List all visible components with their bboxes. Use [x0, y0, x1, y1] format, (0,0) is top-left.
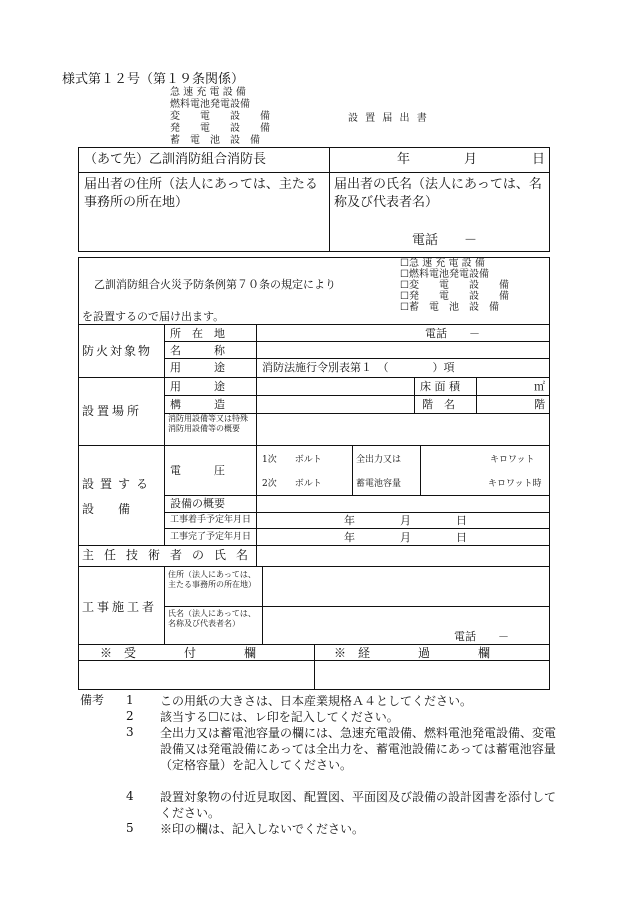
end-day: 日	[456, 531, 467, 544]
note-number: 3	[126, 725, 134, 739]
date-year: 年	[397, 152, 411, 167]
applicant-address-label: 届出者の住所（法人にあっては、主たる事務所の所在地）	[84, 177, 318, 210]
contractor-phone-label: 電話 －	[454, 630, 509, 643]
date-day: 日	[532, 152, 546, 167]
facility-type: 燃料電池発電設備	[170, 99, 250, 110]
addressee: （あて先）乙訓消防組合消防長	[84, 152, 267, 167]
equipment-label-1: 設置する	[82, 477, 155, 491]
place-label: 設置場所	[82, 404, 143, 418]
facility-type: 変 電 設 備	[170, 111, 270, 122]
target-use-value: 消防法施行令別表第１ （ ）項	[262, 361, 455, 374]
target-name-label: 名 称	[170, 344, 225, 357]
battery-label: 蓄電池容量	[356, 479, 402, 489]
target-phone-label: 電話 －	[425, 327, 480, 340]
kwh-unit: キロワット時	[488, 479, 542, 489]
start-year: 年	[344, 514, 355, 527]
facility-type: 蓄 電 池 設 備	[170, 135, 260, 146]
note-number: 4	[126, 789, 134, 803]
form-number: 様式第１２号（第１９条関係）	[62, 72, 245, 87]
end-date-label: 工事完了予定年月日	[170, 532, 252, 542]
note-text: この用紙の大きさは、日本産業規格Ａ４としてください。	[160, 694, 473, 708]
voltage-label: 電 圧	[170, 464, 225, 477]
contractor-label: 工事施工者	[82, 600, 158, 614]
contractor-name-label: 氏名（法人にあっては、名称及び代表者名）	[168, 609, 256, 628]
target-location-label: 所 在 地	[170, 327, 225, 340]
equipment-label-2: 設 備	[82, 502, 131, 516]
start-month: 月	[400, 514, 411, 527]
end-month: 月	[400, 531, 411, 544]
note-text: 設置対象物の付近見取図、配置図、平面図及び設備の設計図書を添付してください。	[160, 790, 557, 820]
target-label: 防火対象物	[82, 344, 153, 358]
contractor-address-label: 住所（法人にあっては、主たる事務所の所在地）	[168, 570, 256, 589]
statement-suffix: を設置するので届け出ます。	[82, 310, 225, 323]
checkbox-fuel-cell[interactable]: ☐燃料電池発電設備	[400, 269, 489, 280]
end-year: 年	[344, 531, 355, 544]
output-label: 全出力又は	[356, 455, 402, 465]
notes-label: 備考	[80, 693, 105, 707]
floor-area-label: 床 面 積	[420, 380, 460, 393]
floor-area-unit: ㎡	[534, 380, 545, 393]
checkbox-battery[interactable]: ☐蓄 電 池 設 備	[400, 302, 499, 313]
voltage-primary: 1次 ボルト	[262, 455, 322, 465]
place-structure-label: 構 造	[170, 398, 225, 411]
progress-column-label: ※ 経 過 欄	[334, 646, 491, 660]
facility-type: 発 電 設 備	[170, 123, 270, 134]
form-title: 設 置 届 出 書	[348, 113, 429, 124]
start-date-label: 工事着手予定年月日	[170, 515, 252, 525]
start-day: 日	[456, 514, 467, 527]
place-special-label: 消防用設備等又は特殊消防用設備等の概要	[168, 414, 248, 433]
checkbox-generator[interactable]: ☐発 電 設 備	[400, 291, 509, 302]
note-text: 全出力又は蓄電池容量の欄には、急速充電設備、燃料電池発電設備、変電設備又は発電設備にあっては全出力を、蓄電池設備にあっては蓄電池容量（定格容量）を記入してください。	[160, 726, 557, 772]
applicant-name-label: 届出者の氏名（法人にあっては、名称及び代表者名）	[334, 177, 542, 210]
equipment-overview-label: 設備の概要	[170, 497, 225, 510]
note-number: 1	[126, 693, 134, 707]
place-use-label: 用 途	[170, 380, 225, 393]
statement-prefix: 乙訓消防組合火災予防条例第７０条の規定により	[94, 278, 336, 291]
target-use-label: 用 途	[170, 361, 225, 374]
applicant-phone-label: 電話 －	[412, 233, 478, 248]
kw-unit: キロワット	[490, 455, 535, 465]
facility-type: 急 速 充 電 設 備	[170, 87, 246, 98]
checkbox-fast-charge[interactable]: ☐急 速 充 電 設 備	[400, 258, 485, 269]
date-month: 月	[464, 152, 478, 167]
note-text: 該当する☐には、レ印を記入してください。	[160, 710, 399, 724]
reception-column-label: ※ 受 付 欄	[100, 646, 257, 660]
note-number: 5	[126, 821, 134, 835]
checkbox-substation[interactable]: ☐変 電 設 備	[400, 280, 509, 291]
floor-label: 階 名	[422, 398, 455, 411]
voltage-secondary: 2次 ボルト	[262, 479, 322, 489]
note-text: ※印の欄は、記入しないでください。	[160, 822, 365, 836]
note-number: 2	[126, 709, 134, 723]
engineer-label: 主任技術者の氏名	[82, 548, 259, 562]
floor-unit: 階	[534, 398, 545, 411]
